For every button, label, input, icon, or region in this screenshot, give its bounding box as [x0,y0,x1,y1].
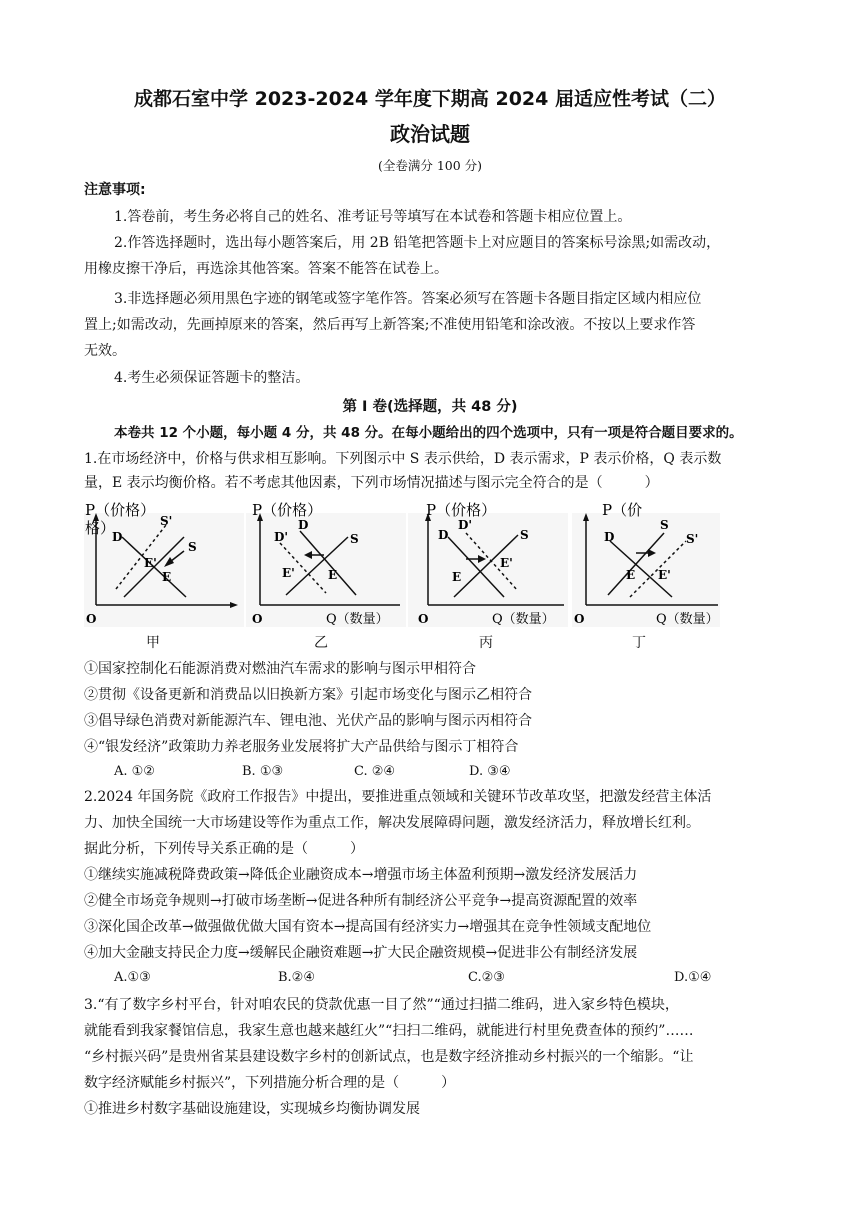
diagram-ding [572,497,720,627]
diagram-name: 丙 [479,635,493,651]
curve-label: E' [658,568,671,582]
diagram-name: 甲 [146,635,160,651]
notice-line: 置上;如需改动，先画掉原来的答案，然后再写上新答案;不准使用铅笔和涂改液。不按以上要求作答 [84,317,696,333]
q3-stem: “乡村振兴码”是贵州省某县建设数字乡村的创新试点，也是数字经济推动乡村振兴的一个缩影。“让 [84,1049,694,1065]
full-score-note: (全卷满分 100 分) [377,158,483,173]
exam-title: 成都石室中学 2023-2024 学年度下期高 2024 届适应性考试（二） [134,88,726,110]
y-axis-label-overflow: 格） [85,519,116,537]
option-b: B. ①③ [242,764,284,779]
origin-label: O [252,612,263,626]
option-b: B.②④ [278,970,315,985]
option-d: D.①④ [674,970,712,985]
curve-label: E [626,568,636,582]
diagram-jia [84,497,244,627]
curve-label: E' [282,566,295,580]
x-axis-label: Q（数量） [492,612,555,627]
notice-line: 用橡皮擦干净后，再选涂其他答案。答案不能答在试卷上。 [84,261,448,277]
origin-label: O [418,612,429,626]
notice-line: 4.考生必须保证答题卡的整洁。 [114,370,310,386]
q3-stem: 就能看到我家餐馆信息，我家生意也越来越红火”“扫扫二维码，就能进行村里免费查体的预约”…… [84,1023,694,1039]
notice-heading: 注意事项: [84,182,146,198]
q1-statement: ④“银发经济”政策助力养老服务业发展将扩大产品供给与图示丁相符合 [84,739,519,755]
option-c: C. ②④ [354,764,396,779]
y-axis-label: P（价 [602,501,643,519]
section-title: 第 I 卷(选择题，共 48 分) [342,399,518,415]
option-a: A.①③ [114,970,151,985]
curve-label: D [112,530,123,544]
q2-statement: ①继续实施减税降费政策→降低企业融资成本→增强市场主体盈利预期→激发经济发展活力 [84,867,638,883]
origin-label: O [86,612,97,626]
q1-statement: ②贯彻《设备更新和消费品以旧换新方案》引起市场变化与图示乙相符合 [84,687,532,703]
curve-label: S [660,518,669,532]
q1-statement: ①国家控制化石能源消费对燃油汽车需求的影响与图示甲相符合 [84,661,476,677]
notice-line: 1.答卷前，考生务必将自己的姓名、准考证号等填写在本试卷和答题卡相应位置上。 [114,209,632,225]
q2-statement: ④加大金融支持民企力度→缓解民企融资难题→扩大民企融资规模→促进非公有制经济发展 [84,945,638,961]
option-c: C.②③ [468,970,505,985]
q1-options [114,764,511,779]
curve-label: E [162,570,172,584]
curve-label: D [298,518,309,532]
option-a: A. ①② [114,764,155,779]
curve-label: D' [274,530,289,544]
curve-label: E [452,570,462,584]
notice-line: 无效。 [84,343,126,359]
y-axis-label: P（价格） [426,501,497,519]
curve-label: S [520,528,529,542]
curve-label: E' [500,556,513,570]
curve-label: D' [458,518,473,532]
q3-stem: 数字经济赋能乡村振兴”，下列措施分析合理的是（ ） [84,1075,456,1091]
q2-stem: 力、加快全国统一大市场建设等作为重点工作，解决发展障碍问题，激发经济活力，释放增长红利。 [84,815,700,831]
x-axis-label: Q（数量） [326,612,389,627]
y-axis-label: P（价格） [85,501,156,519]
y-axis-label: P（价格） [252,501,323,519]
q1-stem: 量，E 表示均衡价格。若不考虑其他因素，下列市场情况描述与图示完全符合的是（ ） [84,475,659,491]
origin-label: O [574,612,585,626]
curve-label: D [604,530,615,544]
q2-statement: ②健全市场竞争规则→打破市场垄断→促进各种所有制经济公平竞争→提高资源配置的效率 [84,893,638,909]
diagram-yi [246,497,406,627]
curve-label: S [350,532,359,546]
diagram-name: 乙 [314,635,328,651]
q2-options [114,970,711,985]
curve-label: S' [686,532,699,546]
diagram-name: 丁 [632,635,646,651]
notice-line: 3.非选择题必须用黑色字迹的钢笔或签字笔作答。答案必须写在答题卡各题目指定区域内相应位 [114,291,702,307]
q3-stem: 3.“有了数字乡村平台，针对咱农民的贷款优惠一目了然”“通过扫描二维码，进入家乡特色模块， [84,997,679,1013]
curve-label: S [188,540,197,554]
q2-stem: 据此分析，下列传导关系正确的是（ ） [84,841,364,857]
curve-label: S' [160,514,173,528]
option-d: D. ③④ [469,764,511,779]
diagram-bing [408,497,568,627]
curve-label: D [438,528,449,542]
curve-label: E' [144,556,157,570]
curve-label: E [328,568,338,582]
q1-statement: ③倡导绿色消费对新能源汽车、锂电池、光伏产品的影响与图示丙相符合 [84,713,532,729]
exam-subject: 政治试题 [390,122,470,146]
q1-stem: 1.在市场经济中，价格与供求相互影响。下列图示中 S 表示供给，D 表示需求，P 表示价格，Q 表示数 [84,451,722,467]
q3-statement: ①推进乡村数字基础设施建设，实现城乡均衡协调发展 [84,1101,420,1117]
notice-line: 2.作答选择题时，选出每小题答案后，用 2B 铅笔把答题卡上对应题目的答案标号涂黑;如需改动， [114,235,721,251]
q2-stem: 2.2024 年国务院《政府工作报告》中提出，要推进重点领域和关键环节改革攻坚，把激发经营主体活 [84,789,712,805]
section-instruction: 本卷共 12 个小题，每小题 4 分，共 48 分。在每小题给出的四个选项中，只有一项是符合题目要求的。 [114,425,743,441]
q2-statement: ③深化国企改革→做强做优做大国有资本→提高国有经济实力→增强其在竞争性领域支配地位 [84,919,652,935]
x-axis-label: Q（数量） [656,612,719,627]
